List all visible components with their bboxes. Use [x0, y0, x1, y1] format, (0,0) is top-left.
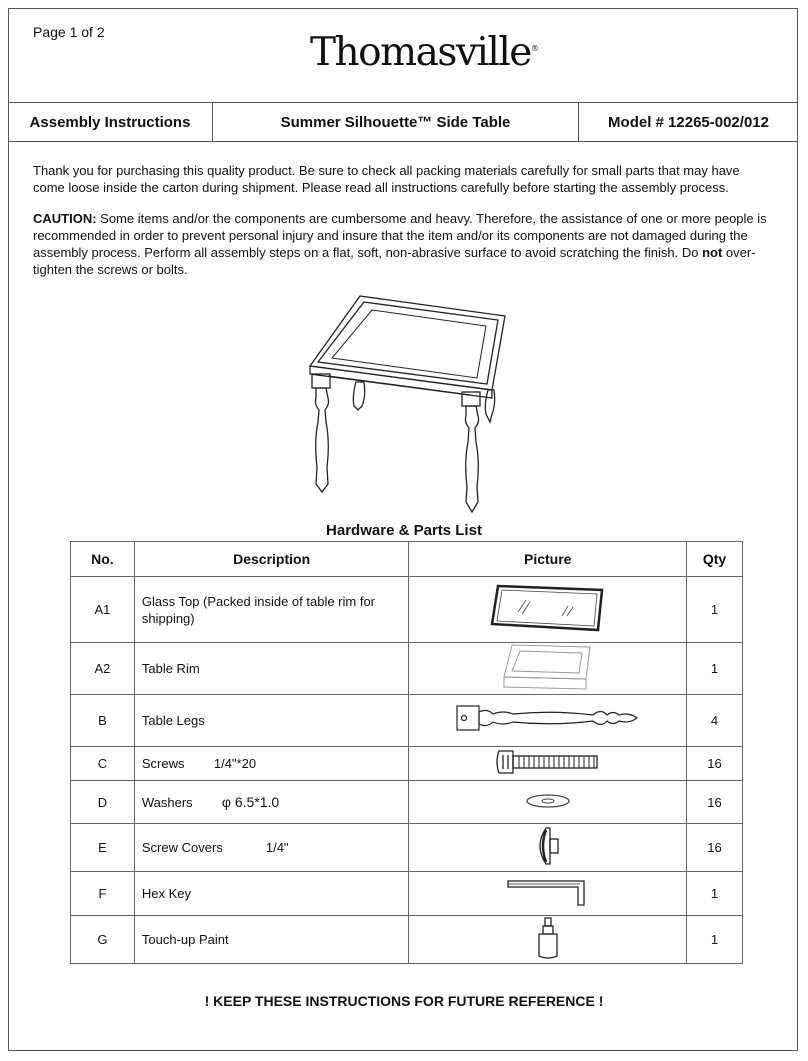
intro-text: [33, 162, 773, 292]
table-rim-icon: [498, 643, 598, 691]
part-description: Table Rim: [134, 643, 409, 695]
table-row: [71, 695, 743, 747]
table-row: [71, 747, 743, 781]
part-picture: [409, 643, 687, 695]
part-number: E: [71, 824, 135, 872]
part-description: Screw Covers 1/4": [134, 824, 409, 872]
side-table-illustration: [300, 292, 525, 517]
part-spec: 1/4"*20: [213, 756, 257, 771]
page-number: Page 1 of 2: [33, 24, 105, 40]
paint-bottle-icon: [533, 916, 563, 960]
footer-notice: ! KEEP THESE INSTRUCTIONS FOR FUTURE REFERENCE !: [204, 993, 604, 1009]
part-description: Washers φ 6.5*1.0: [134, 781, 409, 824]
part-number: D: [71, 781, 135, 824]
hex-key-icon: [506, 877, 590, 907]
screw-cover-icon: [528, 824, 568, 868]
column-header: Description: [134, 542, 409, 577]
table-leg-icon: [453, 702, 643, 736]
part-qty: 1: [687, 916, 743, 964]
part-description: Table Legs: [134, 695, 409, 747]
product-name: Summer Silhouette™ Side Table: [213, 103, 579, 141]
column-header: Qty: [687, 542, 743, 577]
caution-label: CAUTION:: [33, 211, 97, 226]
part-qty: 16: [687, 747, 743, 781]
caution-paragraph: CAUTION: Some items and/or the components are cumbersome and heavy. Therefore, the assistance of one or more people is recommended in order to prevent personal injury and insure that the item and/or its components are not damaged during the assembly process. Perform all assembly steps on a flat, soft, non-abrasive surface to avoid scratching the finish. Do not over-tighten the screws or bolts.: [33, 211, 767, 277]
column-header: No.: [71, 542, 135, 577]
glass-top-icon: [488, 582, 608, 634]
part-picture: [409, 695, 687, 747]
part-qty: 1: [687, 643, 743, 695]
screw-icon: [493, 749, 603, 775]
washer-icon: [523, 791, 573, 811]
table-row: [71, 916, 743, 964]
table-header-row: [71, 542, 743, 577]
part-qty: 4: [687, 695, 743, 747]
part-description: Touch-up Paint: [134, 916, 409, 964]
table-row: [71, 824, 743, 872]
part-picture: [409, 872, 687, 916]
part-number: C: [71, 747, 135, 781]
part-number: G: [71, 916, 135, 964]
part-description: Screws 1/4"*20: [134, 747, 409, 781]
column-header: Picture: [409, 542, 687, 577]
part-picture: [409, 916, 687, 964]
brand-logo: Thomasville®: [310, 30, 539, 75]
table-row: [71, 577, 743, 643]
part-description: Glass Top (Packed inside of table rim for shipping): [134, 577, 409, 643]
table-row: [71, 643, 743, 695]
part-spec: φ 6.5*1.0: [221, 793, 280, 810]
parts-list-title: Hardware & Parts List: [326, 522, 482, 539]
part-qty: 16: [687, 824, 743, 872]
part-description: Hex Key: [134, 872, 409, 916]
part-qty: 16: [687, 781, 743, 824]
part-picture: [409, 577, 687, 643]
intro-paragraph: Thank you for purchasing this quality product. Be sure to check all packing materials carefully for small parts that may have come loose inside the carton during shipment. Please read all instructions carefully before starting the assembly process.: [33, 163, 740, 195]
part-qty: 1: [687, 577, 743, 643]
part-number: F: [71, 872, 135, 916]
table-row: [71, 872, 743, 916]
part-picture: [409, 747, 687, 781]
part-qty: 1: [687, 872, 743, 916]
parts-table: [70, 541, 743, 964]
part-spec: 1/4": [265, 840, 289, 855]
model-number: Model # 12265-002/012: [608, 113, 769, 131]
table-row: [71, 781, 743, 824]
part-number: B: [71, 695, 135, 747]
part-number: A1: [71, 577, 135, 643]
part-number: A2: [71, 643, 135, 695]
part-picture: [409, 824, 687, 872]
title-bar: [8, 102, 798, 142]
part-picture: [409, 781, 687, 824]
section-title: Assembly Instructions: [8, 103, 213, 141]
